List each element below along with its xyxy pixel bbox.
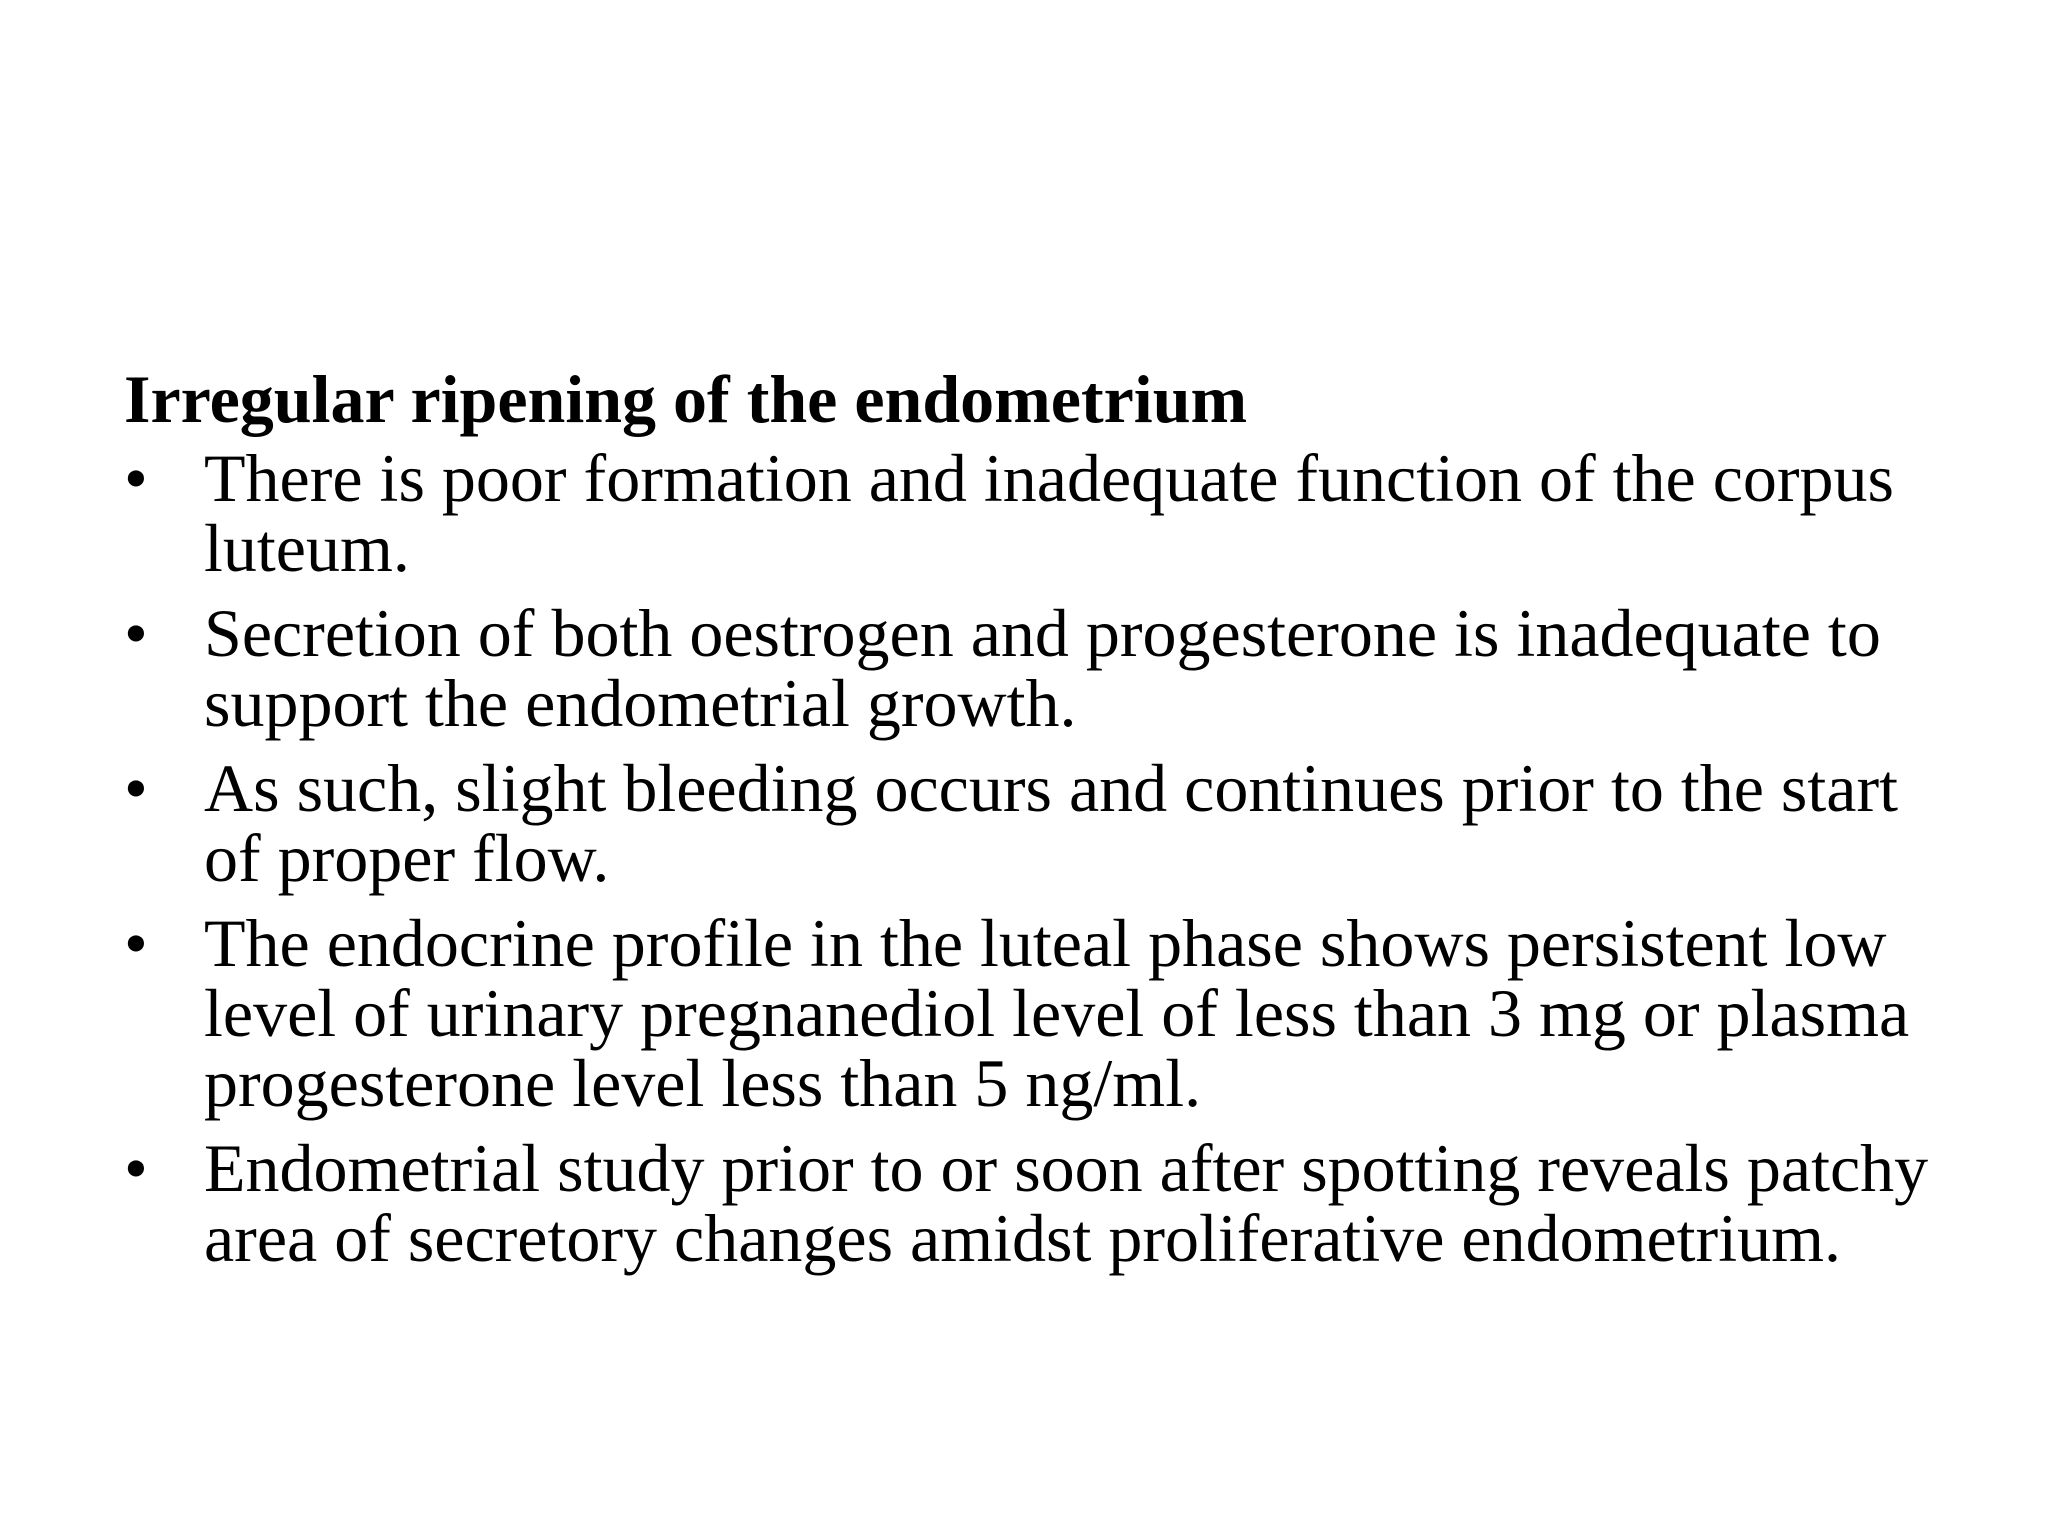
bullet-text: Endometrial study prior to or soon after spotting reveals patchy area of secretory changes amidst proliferative endometrium. [204,1130,1929,1276]
bullet-item [124,750,1944,896]
bullet-text: The endocrine profile in the luteal phase shows persistent low level of urinary pregnanediol level of less than 3 mg or plasma progesterone level less than 5 ng/ml. [204,905,1910,1121]
bullet-item [124,905,1944,1121]
bullet-icon: • [124,595,148,671]
bullet-text: As such, slight bleeding occurs and continues prior to the start of proper flow. [204,750,1898,896]
bullet-item [124,1130,1944,1276]
slide-content [124,358,1944,1276]
bullet-item [124,595,1944,741]
slide-heading: Irregular ripening of the endometrium [124,361,1248,437]
bullet-icon: • [124,750,148,826]
bullet-text: Secretion of both oestrogen and progesterone is inadequate to support the endometrial growth. [204,595,1881,741]
bullet-icon: • [124,440,148,516]
bullet-icon: • [124,905,148,981]
bullet-list [124,440,1944,1276]
bullet-item [124,440,1944,586]
bullet-text: There is poor formation and inadequate function of the corpus luteum. [204,440,1895,586]
bullet-icon: • [124,1130,148,1206]
